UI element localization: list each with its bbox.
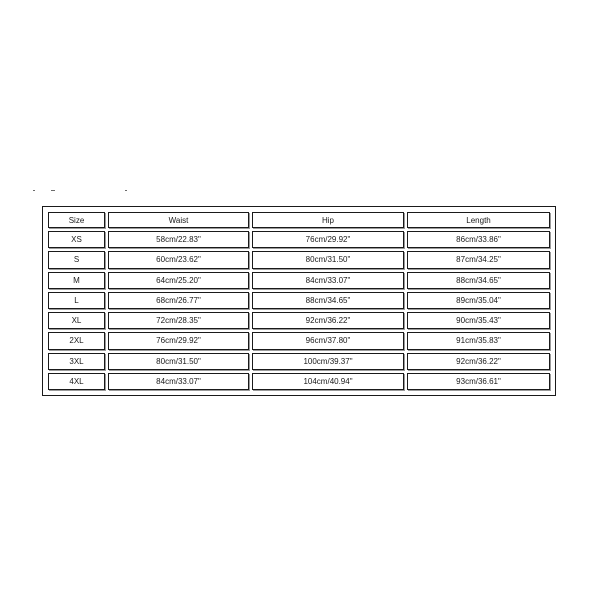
stray-mark <box>53 190 55 191</box>
cell-size: S <box>48 251 105 268</box>
cell-length: 92cm/36.22" <box>407 353 550 370</box>
cell-length: 89cm/35.04" <box>407 292 550 309</box>
table-row <box>48 251 550 268</box>
table-row <box>48 332 550 349</box>
cell-size: XS <box>48 231 105 248</box>
cell-waist: 60cm/23.62" <box>108 251 249 268</box>
table-row <box>48 272 550 289</box>
cell-size: 2XL <box>48 332 105 349</box>
cell-waist: 58cm/22.83" <box>108 231 249 248</box>
cell-hip: 88cm/34.65" <box>252 292 404 309</box>
cell-length: 87cm/34.25" <box>407 251 550 268</box>
cell-length: 91cm/35.83" <box>407 332 550 349</box>
cell-waist: 64cm/25.20" <box>108 272 249 289</box>
stray-marks <box>33 190 143 198</box>
cell-waist: 76cm/29.92" <box>108 332 249 349</box>
cell-hip: 104cm/40.94" <box>252 373 404 390</box>
header-size: Size <box>48 212 105 228</box>
cell-hip: 84cm/33.07" <box>252 272 404 289</box>
header-length: Length <box>407 212 550 228</box>
cell-size: 4XL <box>48 373 105 390</box>
cell-length: 93cm/36.61" <box>407 373 550 390</box>
table-row <box>48 373 550 390</box>
cell-waist: 68cm/26.77" <box>108 292 249 309</box>
stray-mark <box>125 190 127 191</box>
table-row <box>48 231 550 248</box>
cell-hip: 96cm/37.80" <box>252 332 404 349</box>
cell-waist: 80cm/31.50" <box>108 353 249 370</box>
cell-size: L <box>48 292 105 309</box>
header-waist: Waist <box>108 212 249 228</box>
cell-waist: 84cm/33.07" <box>108 373 249 390</box>
cell-hip: 100cm/39.37" <box>252 353 404 370</box>
cell-length: 88cm/34.65" <box>407 272 550 289</box>
cell-hip: 92cm/36.22" <box>252 312 404 329</box>
table-row <box>48 312 550 329</box>
cell-size: M <box>48 272 105 289</box>
size-chart-table <box>42 206 556 396</box>
stray-mark <box>33 190 35 191</box>
cell-hip: 76cm/29.92" <box>252 231 404 248</box>
table-header-row <box>48 212 550 228</box>
table-row <box>48 292 550 309</box>
cell-waist: 72cm/28.35" <box>108 312 249 329</box>
cell-size: XL <box>48 312 105 329</box>
header-hip: Hip <box>252 212 404 228</box>
cell-size: 3XL <box>48 353 105 370</box>
cell-length: 90cm/35.43" <box>407 312 550 329</box>
cell-length: 86cm/33.86" <box>407 231 550 248</box>
cell-hip: 80cm/31.50" <box>252 251 404 268</box>
table-row <box>48 353 550 370</box>
